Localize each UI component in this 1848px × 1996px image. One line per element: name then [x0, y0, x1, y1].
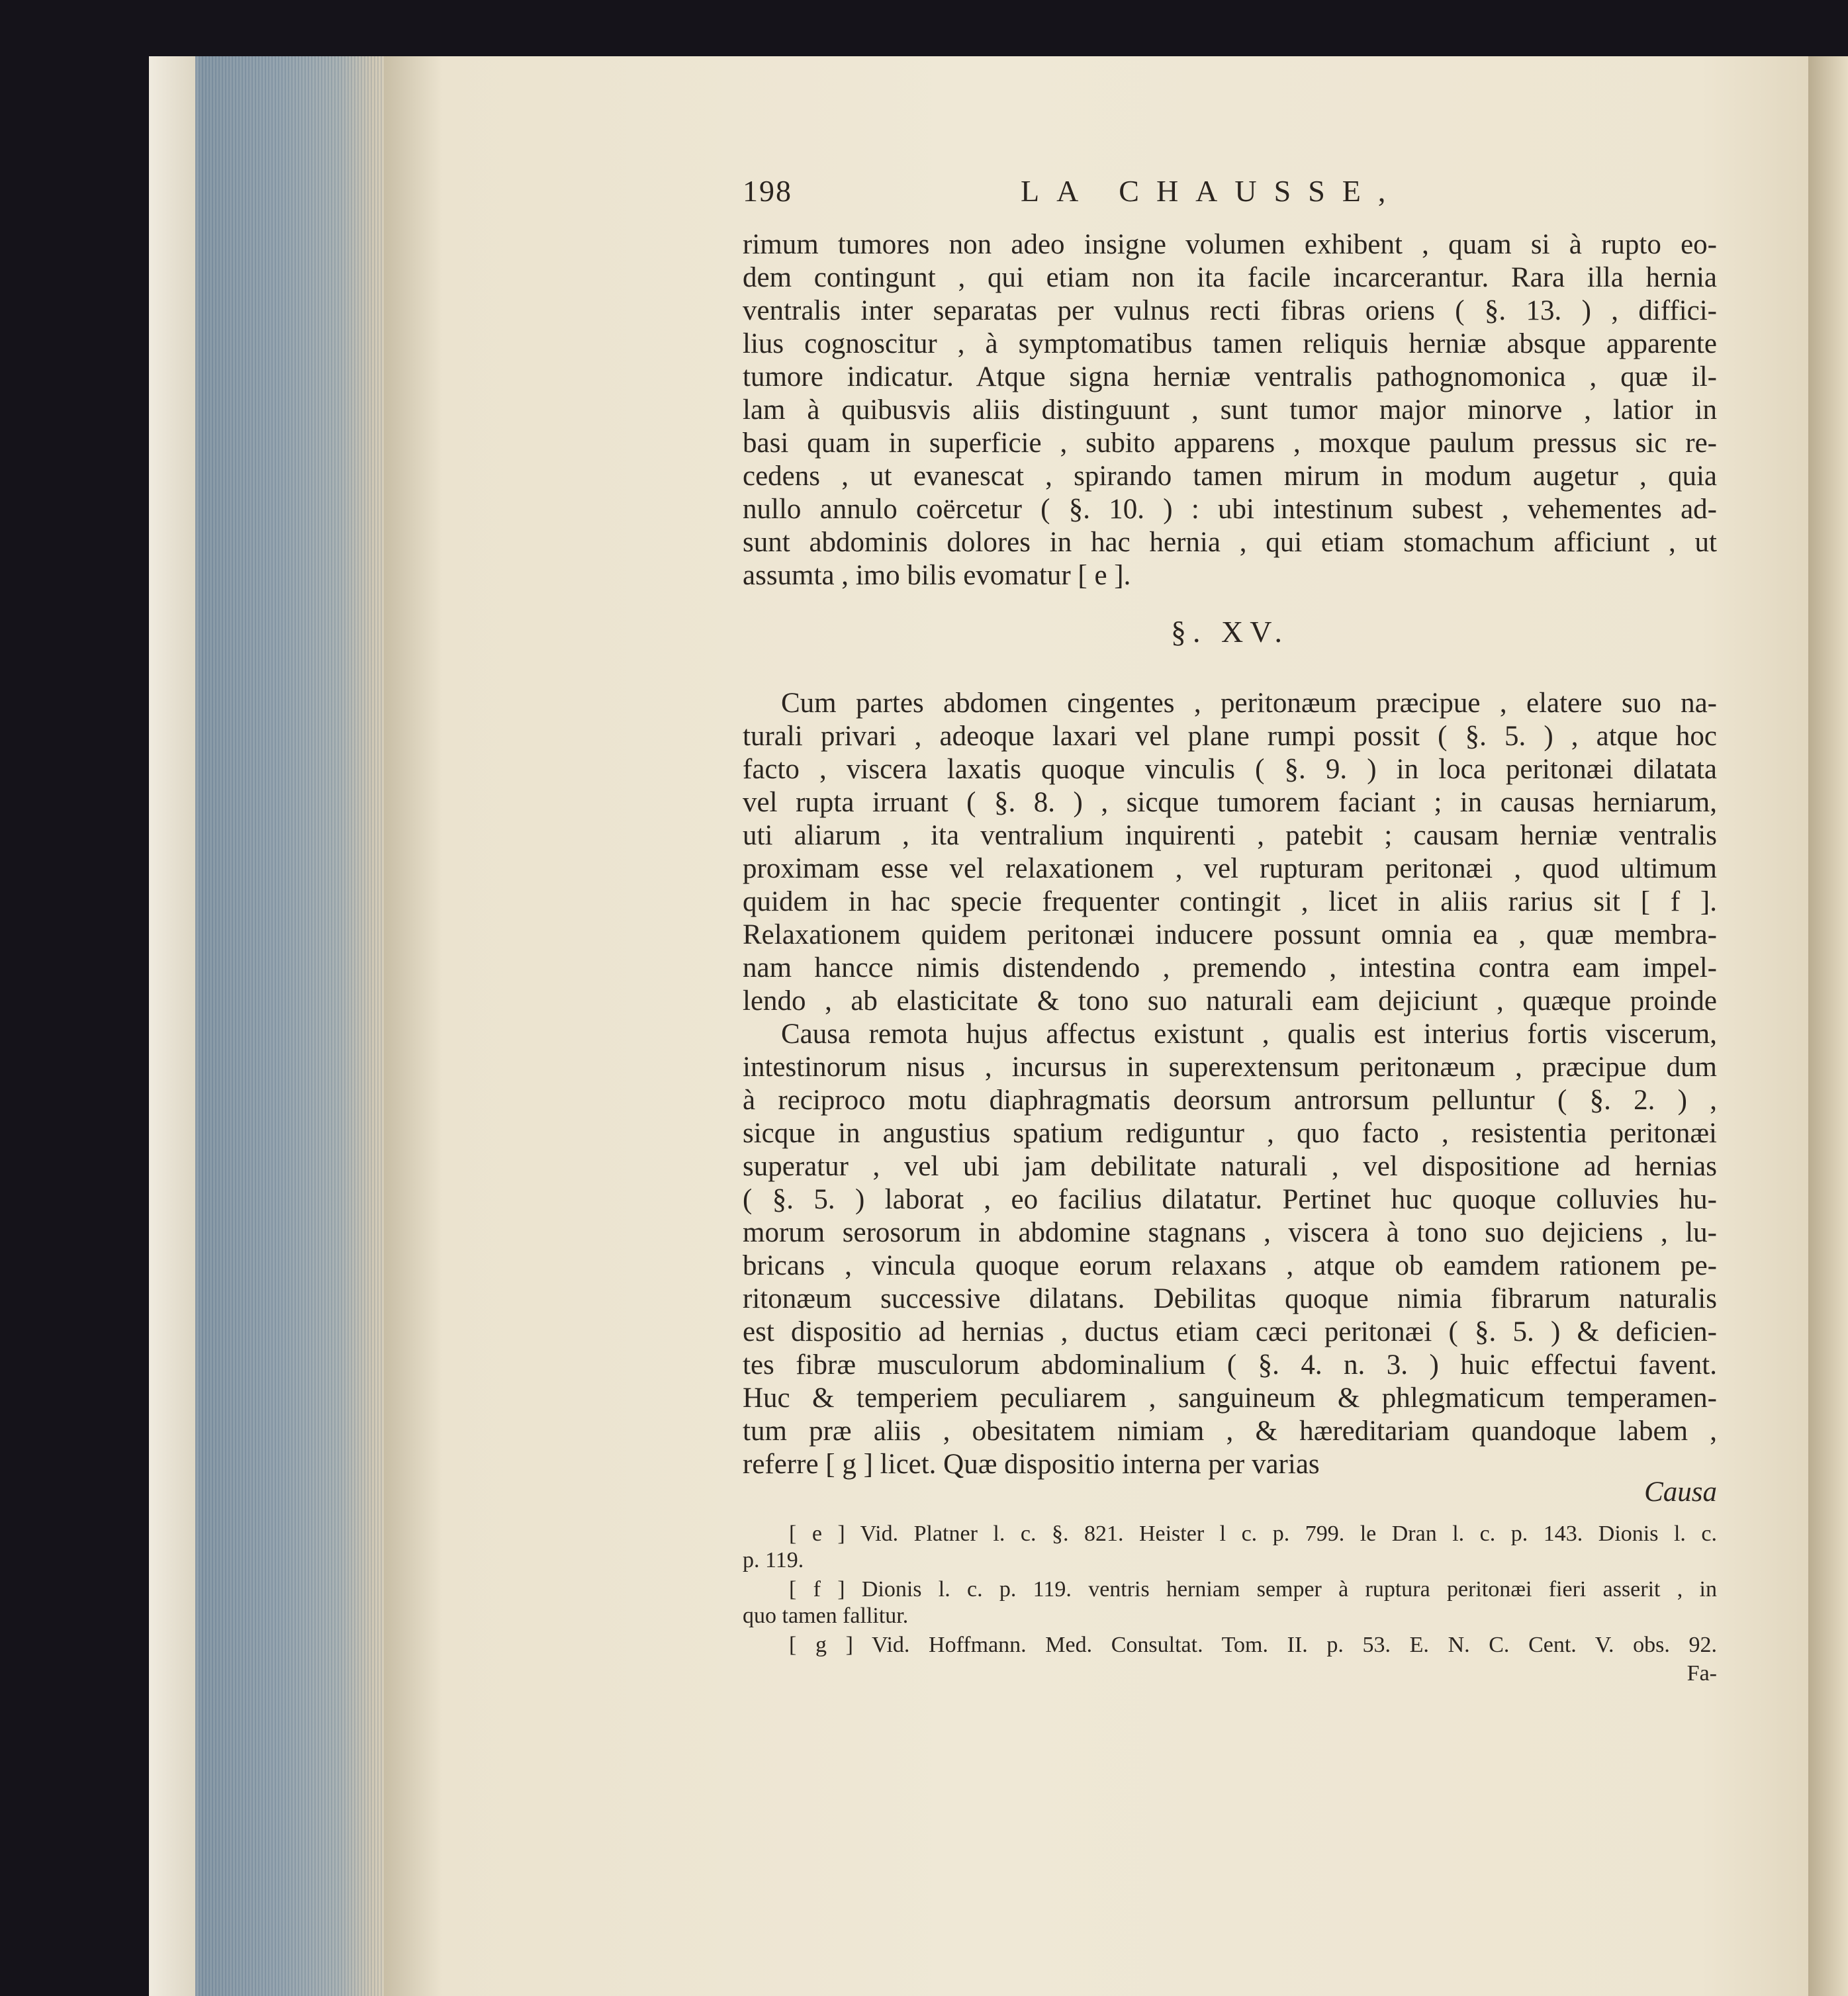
footnote-line: [ f ] Dionis l. c. p. 119. ventris herniam semper à ruptura peritonæi fieri asserit , in [789, 1577, 1717, 1602]
text-line: ventralis inter separatas per vulnus recti fibras oriens ( §. 13. ) , diffici- [743, 295, 1717, 326]
footnote-line: [ g ] Vid. Hoffmann. Med. Consultat. Tom. II. p. 53. E. N. C. Cent. V. obs. 92. [789, 1633, 1717, 1657]
text-line: intestinorum nisus , incursus in superextensum peritonæum , præcipue dum [743, 1052, 1717, 1083]
footnote-catchword: Fa- [1686, 1661, 1717, 1686]
footnote-line: quo tamen fallitur. [743, 1604, 909, 1628]
text-line: referre [ g ] licet. Quæ dispositio interna per varias [743, 1449, 1320, 1480]
page-header [743, 173, 1717, 213]
text-line: sunt abdominis dolores in hac hernia , qui etiam stomachum afficiunt , ut [743, 527, 1717, 558]
section-heading: §. XV. [1170, 615, 1289, 649]
text-line: lius cognoscitur , à symptomatibus tamen reliquis herniæ absque apparente [743, 328, 1717, 359]
text-line: à reciproco motu diaphragmatis deorsum antrorsum pelluntur ( §. 2. ) , [743, 1085, 1717, 1116]
text-line: est dispositio ad hernias , ductus etiam cæci peritonæi ( §. 5. ) & deficien- [743, 1316, 1717, 1347]
footnote-line: [ e ] Vid. Platner l. c. §. 821. Heister l c. p. 799. le Dran l. c. p. 143. Dionis l. c. [789, 1521, 1717, 1546]
text-line: vel rupta irruant ( §. 8. ) , sicque tumorem faciant ; in causas herniarum, [743, 787, 1717, 818]
text-line: ( §. 5. ) laborat , eo facilius dilatatur. Pertinet huc quoque colluvies hu- [743, 1184, 1717, 1215]
text-line: Huc & temperiem peculiarem , sanguineum & phlegmaticum temperamen- [743, 1383, 1717, 1414]
text-line: assumta , imo bilis evomatur [ e ]. [743, 560, 1131, 591]
text-line: nam hancce nimis distendendo , premendo , intestina contra eam impel- [743, 952, 1717, 983]
text-line: facto , viscera laxatis quoque vinculis ( §. 9. ) in loca peritonæi dilatata [743, 754, 1717, 785]
page-edges [149, 56, 387, 1996]
page-number: 198 [743, 174, 792, 208]
edge-highlight [149, 56, 195, 1996]
text-line: Cum partes abdomen cingentes , peritonæum præcipue , elatere suo na- [781, 688, 1717, 719]
text-line: Causa remota hujus affectus existunt , qualis est interius fortis viscerum, [781, 1019, 1717, 1050]
running-head: LA CHAUSSE, [1021, 174, 1403, 208]
text-line: cedens , ut evanescat , spirando tamen mirum in modum augetur , quia [743, 461, 1717, 492]
text-line: bricans , vincula quoque eorum relaxans , atque ob eamdem rationem pe- [743, 1250, 1717, 1281]
text-line: tum præ aliis , obesitatem nimiam , & hæreditariam quandoque labem , [743, 1416, 1717, 1447]
text-line: turali privari , adeoque laxari vel plane rumpi possit ( §. 5. ) , atque hoc [743, 721, 1717, 752]
text-line: tumore indicatur. Atque signa herniæ ventralis pathognomonica , quæ il- [743, 361, 1717, 392]
text-line: sicque in angustius spatium rediguntur , quo facto , resistentia peritonæi [743, 1118, 1717, 1149]
text-line: Relaxationem quidem peritonæi inducere possunt omnia ea , quæ membra- [743, 919, 1717, 950]
footnote-line: p. 119. [743, 1548, 804, 1572]
text-line: uti aliarum , ita ventralium inquirenti , patebit ; causam herniæ ventralis [743, 820, 1717, 851]
facing-page-edge [1808, 56, 1848, 1996]
text-line: lam à quibusvis aliis distinguunt , sunt tumor major minorve , latior in [743, 394, 1717, 426]
text-line: morum serosorum in abdomine stagnans , viscera à tono suo dejiciens , lu- [743, 1217, 1717, 1248]
text-line: basi quam in superficie , subito apparens , moxque paulum pressus sic re- [743, 428, 1717, 459]
text-line: quidem in hac specie frequenter contingit , licet in aliis rarius sit [ f ]. [743, 886, 1717, 917]
text-line: tes fibræ musculorum abdominalium ( §. 4. n. 3. ) huic effectui favent. [743, 1349, 1717, 1381]
text-line: ritonæum successive dilatans. Debilitas quoque nimia fibrarum naturalis [743, 1283, 1717, 1314]
text-line: lendo , ab elasticitate & tono suo naturali eam dejiciunt , quæque proinde [743, 985, 1717, 1017]
text-line: superatur , vel ubi jam debilitate naturali , vel dispositione ad hernias [743, 1151, 1717, 1182]
catchword: Causa [1644, 1476, 1717, 1508]
text-line: rimum tumores non adeo insigne volumen exhibent , quam si à rupto eo- [743, 229, 1717, 260]
text-line: proximam esse vel relaxationem , vel rupturam peritonæi , quod ultimum [743, 853, 1717, 884]
text-line: dem contingunt , qui etiam non ita facile incarcerantur. Rara illa hernia [743, 262, 1717, 293]
text-line: nullo annulo coërcetur ( §. 10. ) : ubi intestinum subest , vehementes ad- [743, 494, 1717, 525]
